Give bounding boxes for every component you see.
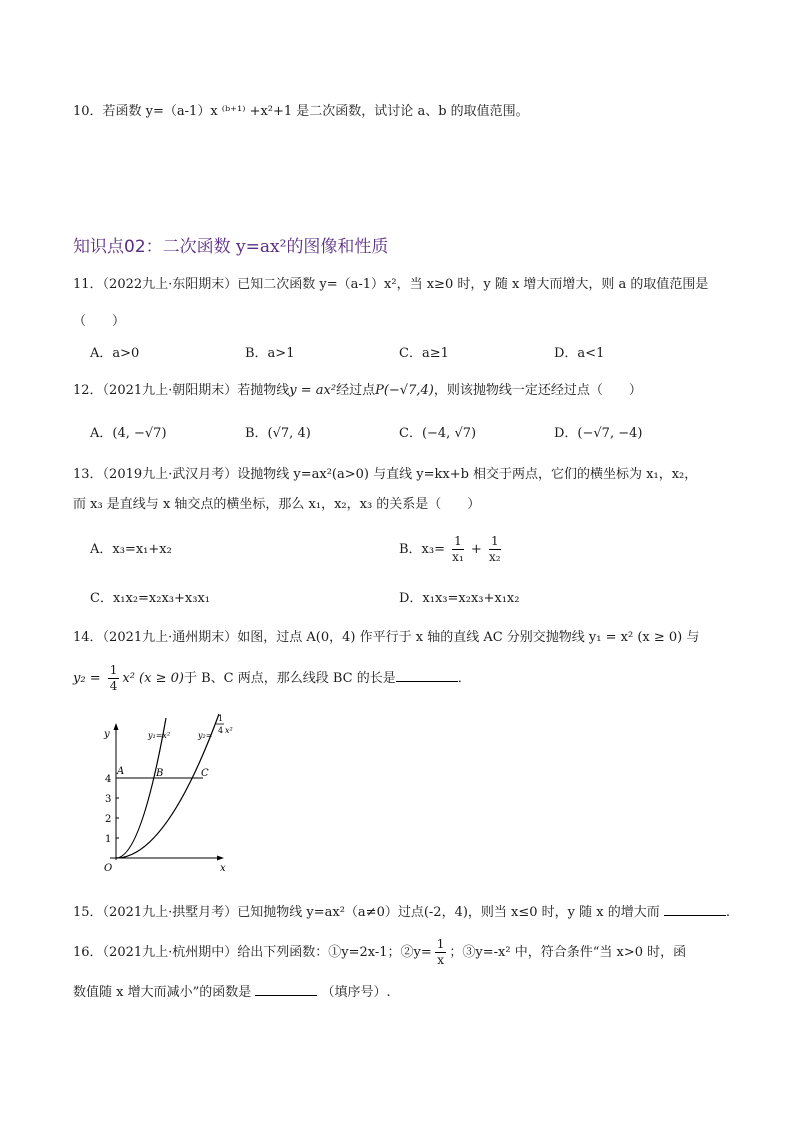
q13-option-c: C．x₁x₂=x₂x₃+x₃x₁ [90,591,210,606]
q12-option-b: B．(√7, 4) [245,426,311,441]
question-14-line1: 14．（2021九上·通州期末）如图，过点 A(0，4) 作平行于 x 轴的直线 AC 分别交抛物线 y₁ = x² (x ≥ 0) 与 [73,630,700,645]
question-14-line2 [73,660,471,698]
q13-option-a: A．x₃=x₁+x₂ [90,542,172,557]
section-title-math: y=ax² [236,237,287,257]
q16-frac-num: 1 [436,937,445,951]
q14-end: ． [457,671,471,686]
curve-y2-label-prefix: y₂= [198,731,213,740]
curve-y2-label-suffix: x² [225,726,233,735]
q12-prefix: 12．（2021九上·朝阳期末）若抛物线 [73,383,290,398]
q16-line2: 数值随 x 增大而减小”的函数是 [73,985,252,1000]
q13-option-d: D．x₁x₃=x₂x₃+x₁x₂ [399,591,520,606]
q16-prefix: 16．（2021九上·杭州期中）给出下列函数：①y=2x-1；②y= [73,945,432,960]
question-13-line1: 13．（2019九上·武汉月考）设抛物线 y=ax²(a>0) 与直线 y=kx+b 相交于两点，它们的横坐标为 x₁，x₂， [73,467,698,482]
q12-mid: 经过点 [336,383,376,398]
y-axis-label: y [104,729,110,740]
q15-text: 15．（2021九上·拱墅月考）已知抛物线 y=ax²（a≠0）过点(-2，4)，则当 x≤0 时，y 随 x 的增大而 [73,905,660,920]
point-c-label: C [201,768,209,779]
parabola-graph [98,705,258,880]
question-16 [73,933,686,973]
question-16-line2 [73,983,391,1002]
q14-fraction [108,663,120,694]
q12-equation: y = ax² [289,383,337,398]
q14-frac-num: 1 [109,663,118,677]
x-axis-label: x [220,863,226,874]
q11-option-a: A．a>0 [90,346,140,361]
q16-line2-end: （填序号）. [321,985,391,1000]
q12-point: P(−√7,4) [375,383,434,398]
q13-option-b-frac2 [489,534,501,565]
q12-option-d: D．(−√7, −4) [554,426,643,441]
question-15 [73,903,730,922]
frac1-num: 1 [454,534,462,548]
q11-option-d: D．a<1 [554,346,605,361]
frac2-den: x₂ [489,550,501,564]
question-11-line2: （ ） [73,314,126,329]
question-10: 10．若函数 y=（a-1）x ⁽ᵇ⁺¹⁾ +x²+1 是二次函数，试讨论 a、b 的取值范围。 [73,104,529,119]
question-11-line1: 11．（2022九上·东阳期末）已知二次函数 y=（a-1）x²，当 x≥0 时，y 随 x 增大而增大，则 a 的取值范围是 [73,277,709,292]
q11-option-c: C．a≥1 [399,346,449,361]
y-tick-3: 3 [105,794,112,805]
q12-option-a: A．(4, −√7) [90,426,167,441]
origin-label: O [104,863,113,874]
q15-answer-blank[interactable] [664,903,726,916]
q14-y2-label: y₂ = [73,671,101,686]
q15-end: . [725,905,731,920]
x-axis-arrow [217,856,224,861]
point-a-label: A [117,766,125,777]
frac1-den: x₁ [452,550,464,564]
q11-option-b: B．a>1 [245,346,295,361]
q16-suffix: ；③y=-x² 中，符合条件“当 x>0 时，函 [449,945,687,960]
curve-y1-label: y₁=x² [148,731,171,740]
q16-answer-blank[interactable] [255,983,317,996]
q14-suffix: 于 B、C 两点，那么线段 BC 的长是 [183,671,396,686]
q16-fraction [435,937,447,968]
q14-frac-den: 4 [109,679,118,693]
question-13-line2: 而 x₃ 是直线与 x 轴交点的横坐标，那么 x₁，x₂，x₃ 的关系是（ ） [73,497,481,512]
q14-expr: x² (x ≥ 0) [122,671,184,686]
q16-frac-den: x [437,953,444,967]
q14-answer-blank[interactable] [396,669,458,682]
y-tick-2: 2 [105,814,112,825]
y-tick-4: 4 [105,774,112,785]
y-axis-arrow [114,723,119,730]
section-title-prefix: 知识点02：二次函数 [73,237,237,257]
q12-option-c: C．(−4, √7) [399,426,477,441]
y-tick-1: 1 [105,834,112,845]
q13-option-b [399,530,504,570]
frac2-num: 1 [490,534,499,548]
curve-y2-num: 1 [218,714,224,723]
section-title [73,232,388,257]
point-b-label: B [156,768,164,779]
q13-option-b-plus: + [470,542,482,557]
q12-suffix: ，则该抛物线一定还经过点（ ） [433,383,642,398]
curve-y2-den: 4 [218,726,224,735]
q13-option-b-frac1 [452,534,464,565]
section-title-suffix: 的图像和性质 [286,237,389,257]
question-12 [73,382,642,400]
q13-option-b-prefix: B．x₃= [399,542,445,557]
